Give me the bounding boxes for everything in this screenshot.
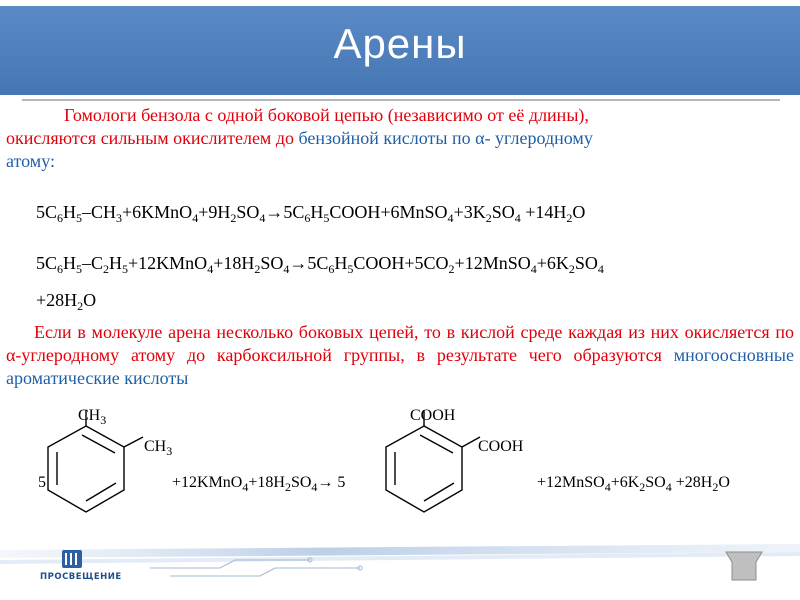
slide-title: Арены <box>333 20 467 67</box>
multi-chain-text: Если в молекуле арена несколько боковых цепей, то в кислой среде каждая из них окисляется по α-углеродному атому до карбоксильной группы, в результате чего образуются <box>6 322 794 365</box>
right-benzene-ring <box>386 410 480 512</box>
intro-text-2: окисляются сильным окислителем до <box>6 128 294 148</box>
left-benzene-ring <box>48 410 143 512</box>
intro-text-1: Гомологи бензола с одной боковой цепью (независимо от её длины), <box>64 105 589 125</box>
multi-chain-highlight: многоосновные ароматические кислоты <box>6 345 794 388</box>
footer-decoration <box>0 538 800 600</box>
prosveshchenie-logo-icon <box>62 550 82 568</box>
left-methyl-top: $CH_3$ <box>78 407 107 427</box>
equation-2-continuation: $+28H_2O$ <box>36 290 97 313</box>
right-carboxyl-side: COOH <box>478 438 524 455</box>
right-carboxyl-top: COOH <box>410 407 456 424</box>
intro-text-3: атому: <box>6 151 55 171</box>
scheme-products: $+12MnSO_4+6K_2SO_4 +28H_2O$ <box>537 474 730 494</box>
publisher-logo-text: ПРОСВЕЩЕНИЕ <box>40 572 122 582</box>
left-methyl-side: $CH_3$ <box>144 438 173 458</box>
equation-1: $5C_6H_5-CH_3+6KMnO_4+9H_2SO_4\to 5C_6H_5COOH+6MnSO_4+3K_2SO_4 +14H_2O$ <box>36 202 586 225</box>
intro-highlight: бензойной кислоты по α- углеродному <box>298 128 593 148</box>
scheme-reagents: $+12KMnO_4+18H_2SO_4\to 5$ <box>172 474 346 494</box>
left-coefficient: 5 <box>38 474 46 491</box>
equation-2: $5C_6H_5-C_2H_5+12KMnO_4+18H_2SO_4\to 5C_6H_5COOH+5CO_2+12MnSO_4+6K_2SO_4$ <box>36 253 604 276</box>
